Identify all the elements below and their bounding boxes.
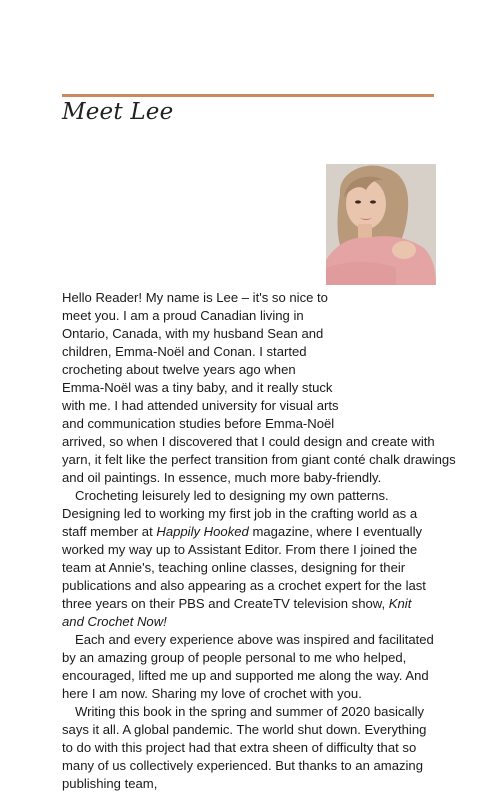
section-divider bbox=[62, 94, 434, 97]
line: with me. I had attended university for visual arts bbox=[62, 398, 339, 413]
paragraph-text: magazine, where I eventually worked my way up to Assistant Editor. From there I joined the team at Annie's, teaching online classes, designing for their publications and also appearing as a crochet expert for the last three years on their PBS and CreateTV television show, bbox=[62, 524, 426, 611]
paragraph-career bbox=[62, 487, 436, 631]
line: Emma-Noël was a tiny baby, and it really stuck bbox=[62, 380, 333, 395]
magazine-title: Happily Hooked bbox=[156, 524, 249, 539]
paragraph-gratitude: Each and every experience above was inspired and facilitated by an amazing group of people personal to me who helped, encouraged, lifted me up and supported me along the way. And here I am now. Sharing my love of crochet with you. bbox=[62, 632, 434, 701]
line: Hello Reader! My name is Lee – it's so nice to bbox=[62, 290, 328, 305]
paragraph-pandemic: Writing this book in the spring and summer of 2020 basically says it all. A global pandemic. The world shut down. Everything to do with this project had that extra sheen of difficulty that so many of us collectively experienced. But thanks to an amazing publishing team, bbox=[62, 704, 427, 791]
line: and oil paintings. In essence, much more baby-friendly. bbox=[62, 470, 382, 485]
portrait-photo-icon bbox=[326, 164, 436, 285]
paragraph-text: Crocheting leisurely led to designing my own patterns. Designing led to working my first job in the crafting world as a staff member at bbox=[62, 488, 418, 539]
line: Ontario, Canada, with my husband Sean and bbox=[62, 326, 324, 341]
section-title: Meet Lee bbox=[62, 99, 174, 125]
body-text bbox=[62, 164, 456, 793]
line: and communication studies before Emma-Noël bbox=[62, 416, 335, 431]
show-title: Knit and Crochet Now! bbox=[62, 596, 412, 629]
line: children, Emma-Noël and Conan. I started bbox=[62, 344, 307, 359]
line: meet you. I am a proud Canadian living in bbox=[62, 308, 304, 323]
line: yarn, it felt like the perfect transition from giant conté chalk drawings bbox=[62, 452, 456, 467]
line: crocheting about twelve years ago when bbox=[62, 362, 296, 377]
author-photo bbox=[326, 164, 436, 285]
line: arrived, so when I discovered that I could design and create with bbox=[62, 434, 435, 449]
